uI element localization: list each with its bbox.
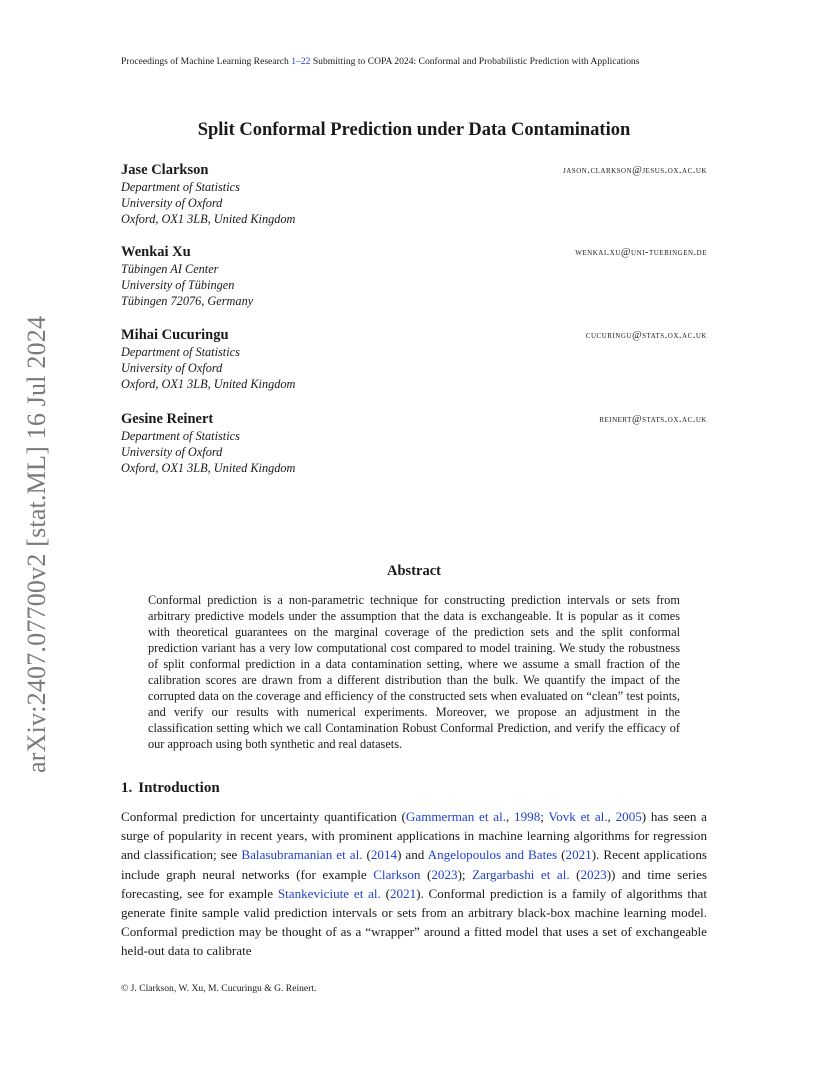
- body-text: ,: [506, 809, 515, 824]
- copyright-footer: © J. Clarkson, W. Xu, M. Cucuringu & G. Reinert.: [121, 983, 317, 994]
- author-name: Gesine Reinert: [121, 411, 214, 427]
- author-name: Jase Clarkson: [121, 162, 209, 178]
- abstract-text: Conformal prediction is a non-parametric technique for constructing prediction intervals or sets from arbitrary predictive models under the assumption that the data is exchangeable. It is popular as it comes with theoretical guarantees on the marginal coverage of the prediction sets and the split conformal prediction variant has a very low computational cost compared to model training. We study the robustness of split conformal prediction in a data contamination setting, where we assume a small fraction of the calibration scores are drawn from a different distribution than the bulk. We quantify the impact of the corrupted data on the coverage and efficiency of the constructed sets when evaluated on “clean” test points, and verify our results with numerical experiments. Moreover, we propose an adjustment in the classification setting which we call Contamination Robust Conformal Prediction, and verify the efficacy of our approach using both synthetic and real datasets.: [148, 593, 680, 751]
- author-block: [121, 244, 707, 310]
- body-text: ) has seen a surge of popularity in recent years, with prominent applications in machine learning algorithms for regression and classification; see: [121, 809, 707, 863]
- citation-link[interactable]: Zargarbashi et al.: [472, 866, 570, 882]
- body-text: (: [362, 847, 371, 863]
- citation-link[interactable]: Clarkson: [373, 866, 421, 882]
- citation-link[interactable]: 2014: [370, 847, 398, 863]
- affiliation-line: Tübingen AI Center: [121, 262, 219, 276]
- affiliation-line: University of Oxford: [121, 361, 223, 376]
- page-range-link[interactable]: 1–22: [291, 56, 311, 67]
- section-number: 1.: [121, 780, 133, 796]
- paper-title: Split Conformal Prediction under Data Contamination: [197, 120, 631, 140]
- body-text: ). Recent applications include graph neural networks (for example: [121, 847, 707, 882]
- header-suffix: Submitting to COPA 2024: Conformal and Probabilistic Prediction with Applications: [310, 56, 640, 67]
- body-text: Conformal prediction for uncertainty quantification (: [121, 809, 406, 824]
- citation-link[interactable]: Gammerman et al.: [405, 809, 506, 824]
- citation-link[interactable]: Vovk et al.: [548, 809, 608, 824]
- affiliation-line: University of Oxford: [121, 196, 223, 211]
- author-block: [121, 162, 707, 228]
- citation-link[interactable]: Stankeviciute et al.: [277, 885, 381, 901]
- affiliation-line: Oxford, OX1 3LB, United Kingdom: [121, 212, 296, 227]
- author-name: Wenkai Xu: [121, 244, 191, 260]
- affiliation-line: Department of Statistics: [121, 345, 240, 359]
- body-text: ) and: [397, 847, 428, 863]
- author-block: [121, 411, 707, 477]
- citation-link[interactable]: 2023: [431, 866, 458, 882]
- body-text: (: [557, 847, 566, 863]
- body-text: ;: [540, 809, 549, 824]
- citation-link[interactable]: 1998: [514, 809, 541, 824]
- citation-link[interactable]: 2023: [580, 866, 607, 882]
- body-text: (: [569, 866, 581, 882]
- author-email: wenkai.xu@uni-tuebingen.de: [575, 247, 707, 258]
- body-text: )) and time series forecasting, see for example: [121, 866, 707, 901]
- author-block: [121, 327, 707, 393]
- body-text: (: [380, 885, 390, 901]
- affiliation-line: Tübingen 72076, Germany: [121, 294, 254, 309]
- body-text: ,: [607, 809, 616, 824]
- author-email: reinert@stats.ox.ac.uk: [599, 414, 707, 425]
- body-text: ). Conformal prediction is a family of algorithms that generate finite sample valid prediction intervals or sets from an arbitrary black-box machine learning model. Conformal prediction may be thought of as a “wrapper” around a fitted model that uses a set of exchangeable held-out data to calibrate: [121, 885, 707, 959]
- arxiv-stamp: arXiv:2407.07700v2 [stat.ML] 16 Jul 2024: [22, 315, 51, 773]
- author-name: Mihai Cucuringu: [121, 327, 229, 343]
- body-text: );: [457, 866, 473, 882]
- citation-link[interactable]: Angelopoulos and Bates: [427, 847, 558, 863]
- citation-link[interactable]: 2021: [389, 885, 417, 901]
- affiliation-line: Oxford, OX1 3LB, United Kingdom: [121, 377, 296, 392]
- section-title: Introduction: [138, 780, 220, 796]
- citation-link[interactable]: 2005: [615, 809, 642, 824]
- running-header: [121, 56, 707, 67]
- section-heading: [121, 780, 220, 797]
- author-email: cucuringu@stats.ox.ac.uk: [585, 330, 707, 341]
- intro-paragraph: [121, 807, 707, 961]
- affiliation-line: University of Oxford: [121, 445, 223, 460]
- affiliation-line: University of Tübingen: [121, 278, 235, 293]
- citation-link[interactable]: Balasubramanian et al.: [241, 847, 363, 863]
- citation-link[interactable]: 2021: [565, 847, 592, 863]
- author-email: jason.clarkson@jesus.ox.ac.uk: [563, 165, 707, 176]
- affiliation-line: Department of Statistics: [121, 429, 240, 443]
- body-text: (: [420, 866, 432, 882]
- affiliation-line: Oxford, OX1 3LB, United Kingdom: [121, 461, 296, 476]
- header-prefix: Proceedings of Machine Learning Research: [121, 56, 292, 67]
- abstract-heading: Abstract: [387, 563, 441, 579]
- affiliation-line: Department of Statistics: [121, 180, 240, 194]
